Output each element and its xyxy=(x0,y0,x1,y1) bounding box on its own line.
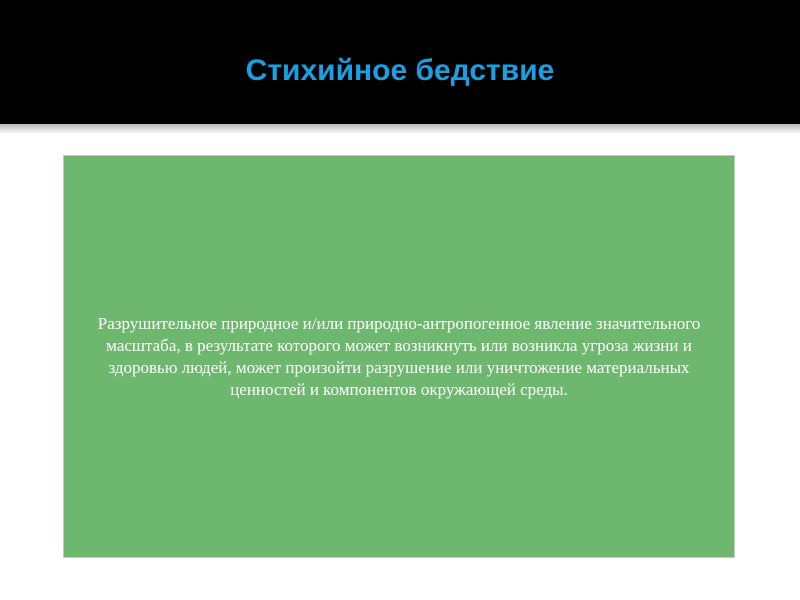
title-band xyxy=(0,0,800,124)
definition-box xyxy=(63,155,735,558)
slide-title: Стихийное бедствие xyxy=(245,54,555,87)
title-band-shadow xyxy=(0,124,800,134)
definition-text: Разрушительное природное и/или природно-антропогенное явление значительного масштаба, в результате которого может возникнуть или возникла угроза жизни и здоровью людей, может произойти разрушение или уничтожение материальных ценностей и компонентов окружающей среды. xyxy=(97,313,701,399)
